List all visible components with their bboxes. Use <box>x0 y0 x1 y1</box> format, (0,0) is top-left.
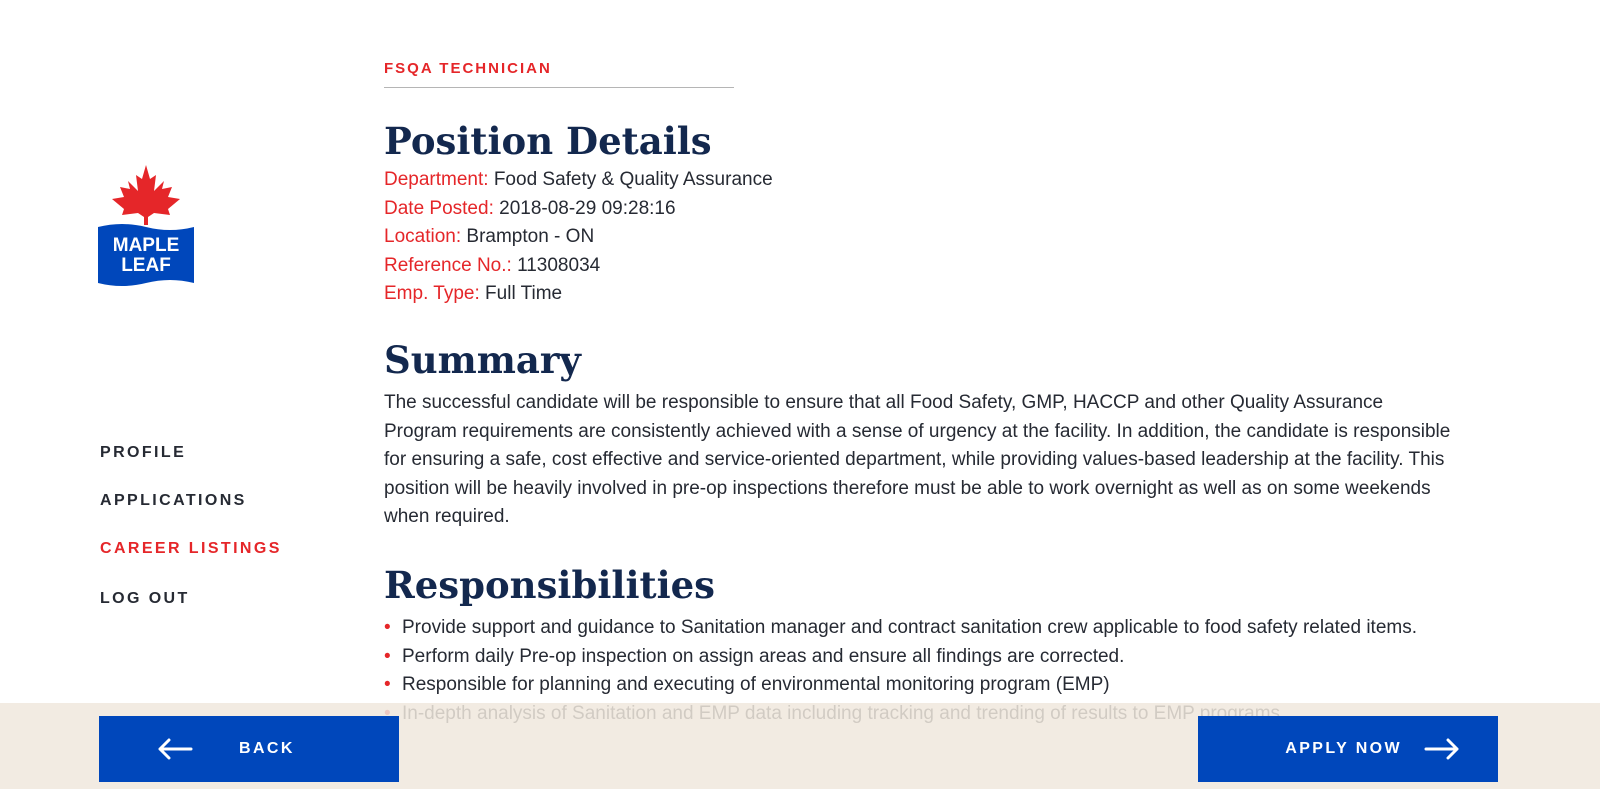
bullet-icon: • <box>384 616 391 638</box>
bullet-icon: • <box>384 674 391 696</box>
position-details <box>384 166 1454 309</box>
detail-value: 2018-08-29 09:28:16 <box>499 197 676 219</box>
back-button-label: BACK <box>239 740 295 757</box>
logo-text-line1: MAPLE <box>112 235 180 256</box>
detail-label: Emp. Type: <box>384 283 480 305</box>
detail-row-location <box>384 223 1454 252</box>
detail-row-date-posted <box>384 195 1454 224</box>
nav-item-career-listings[interactable]: CAREER LISTINGS <box>100 540 282 557</box>
maple-leaf-logo <box>98 165 194 287</box>
detail-value: 11308034 <box>517 254 601 276</box>
position-details-heading: Position Details <box>384 119 712 163</box>
list-item-text: Provide support and guidance to Sanitation manager and contract sanitation crew applicable to food safety related items. <box>402 616 1418 638</box>
nav-item-log-out[interactable]: LOG OUT <box>100 590 190 607</box>
detail-value: Food Safety & Quality Assurance <box>493 169 773 190</box>
list-item-text: Perform daily Pre-op inspection on assign areas and ensure all findings are corrected. <box>402 645 1125 667</box>
job-detail <box>384 60 1454 728</box>
detail-row-emp-type <box>384 280 1454 309</box>
detail-row-department <box>384 166 1454 195</box>
arrow-left-icon <box>157 738 193 760</box>
logo-text-line2: LEAF <box>121 255 171 276</box>
detail-value: Brampton - ON <box>466 226 595 248</box>
apply-now-button[interactable] <box>1198 716 1498 782</box>
list-item <box>384 671 1454 700</box>
summary-heading: Summary <box>384 337 581 382</box>
apply-now-button-label: APPLY NOW <box>1285 740 1402 757</box>
detail-label: Department: <box>384 169 489 190</box>
nav-item-applications[interactable]: APPLICATIONS <box>100 492 247 509</box>
nav-item-profile[interactable]: PROFILE <box>100 444 187 461</box>
detail-value: Full Time <box>485 283 563 305</box>
list-item-text: Responsible for planning and executing of environmental monitoring program (EMP) <box>402 674 1110 696</box>
list-item <box>384 614 1454 643</box>
detail-row-reference <box>384 252 1454 281</box>
back-button[interactable] <box>99 716 399 782</box>
detail-label: Location: <box>384 226 462 248</box>
responsibilities-heading: Responsibilities <box>384 562 716 607</box>
summary-text: The successful candidate will be responsible to ensure that all Food Safety, GMP, HACCP and other Quality Assurance Program requirements are consistently achieved with a sense of urgency at the facility. In addition, the candidate is responsible for ensuring a safe, cost effective and service-oriented department, while providing values-based leadership at the facility. This position will be heavily involved in pre-op inspections therefore must be able to work overnight as well as on some weekends when required. <box>384 391 1451 528</box>
job-title: FSQA TECHNICIAN <box>384 60 734 88</box>
detail-label: Reference No.: <box>384 254 512 276</box>
bullet-icon: • <box>384 645 391 667</box>
list-item <box>384 643 1454 672</box>
arrow-right-icon <box>1424 738 1460 760</box>
detail-label: Date Posted: <box>384 197 494 219</box>
maple-leaf-icon <box>112 165 180 225</box>
